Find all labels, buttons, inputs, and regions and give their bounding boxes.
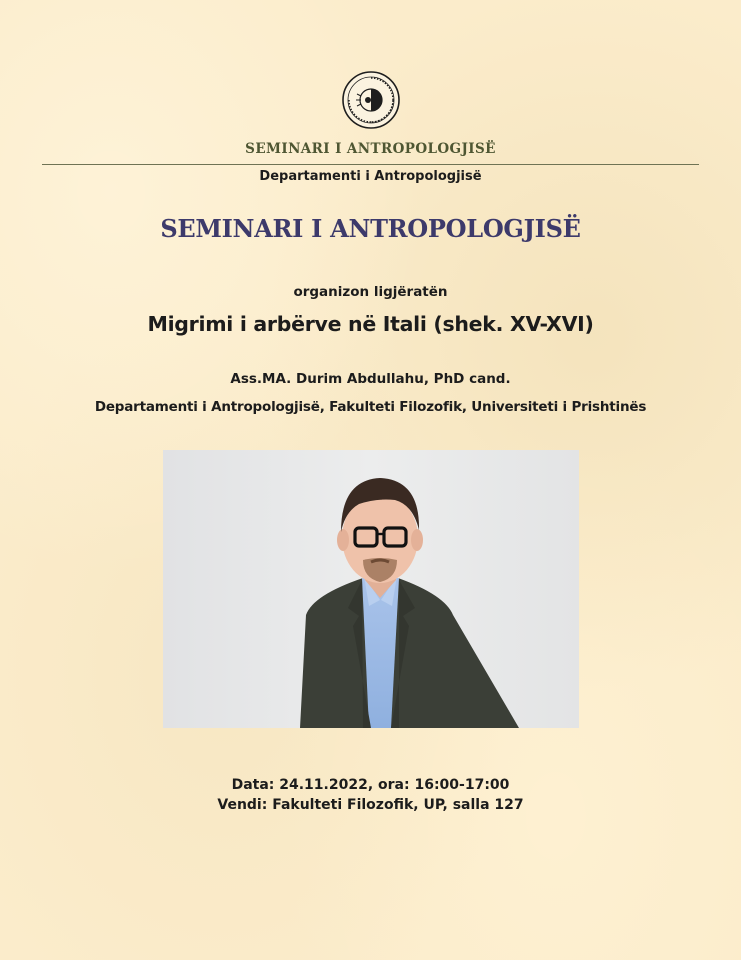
event-main-title: SEMINARI I ANTROPOLOGJISË [160, 214, 581, 243]
header-title: SEMINARI I ANTROPOLOGJISË [245, 141, 496, 157]
header-divider [42, 164, 699, 165]
event-venue: Vendi: Fakulteti Filozofik, UP, salla 127 [217, 797, 524, 813]
speaker-name: Ass.MA. Durim Abdullahu, PhD cand. [230, 371, 511, 387]
anthropology-seminar-logo-icon [341, 70, 401, 130]
event-date-time: Data: 24.11.2022, ora: 16:00-17:00 [231, 777, 510, 793]
speaker-affiliation: Departamenti i Antropologjisë, Fakulteti Filozofik, Universiteti i Prishtinës [94, 399, 647, 415]
event-organizes-text: organizon ligjëratën [293, 284, 448, 300]
header-department: Departamenti i Antropologjisë [259, 169, 482, 184]
speaker-photo [163, 450, 579, 728]
lecture-title: Migrimi i arbërve në Itali (shek. XV-XVI) [147, 312, 594, 336]
